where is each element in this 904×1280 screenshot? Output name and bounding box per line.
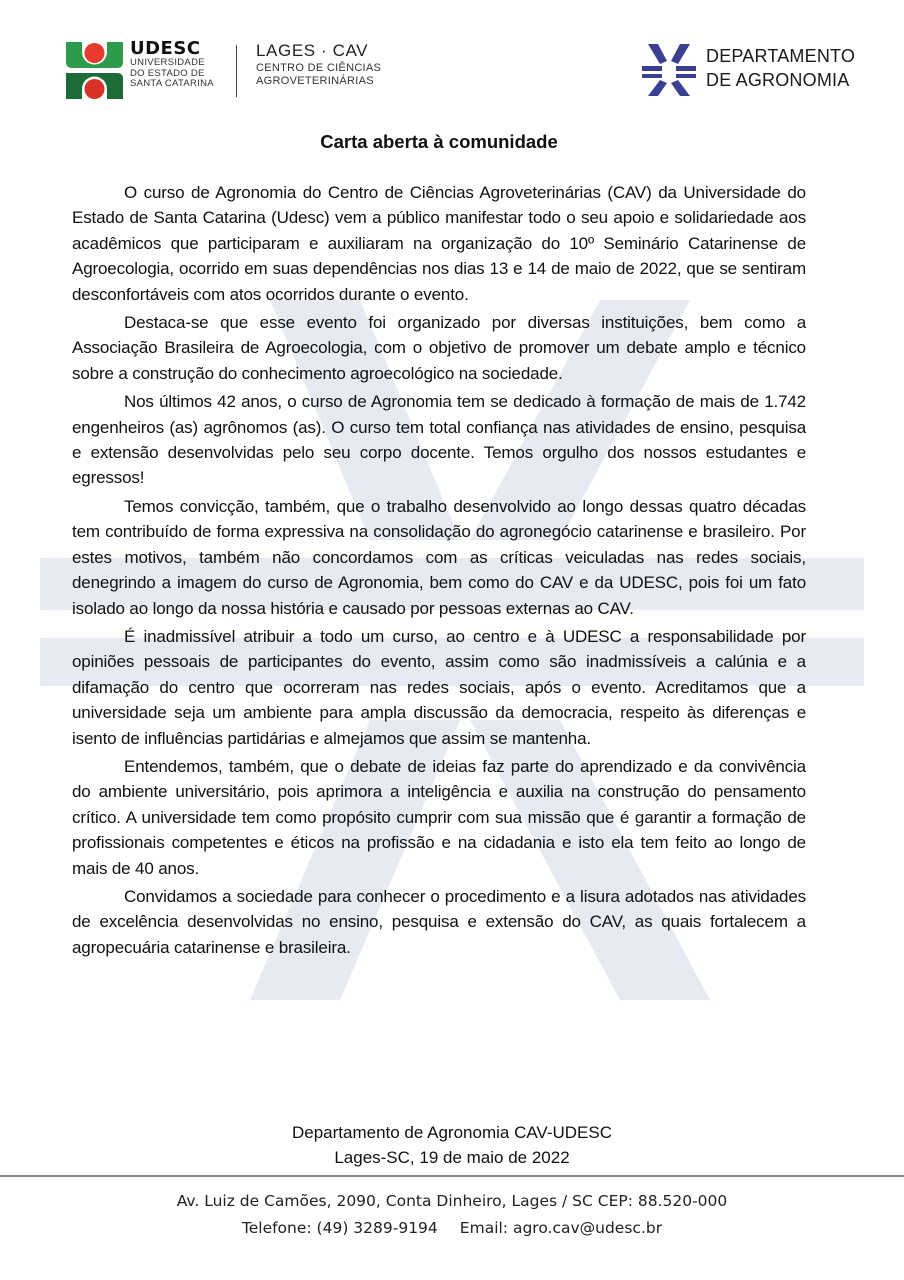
udesc-wordmark xyxy=(130,40,230,90)
cav-wordmark xyxy=(256,40,381,88)
header-divider xyxy=(236,45,237,97)
paragraph: Convidamos a sociedade para conhecer o procedimento e a lisura adotados nas atividades de excelência desenvolvidas no ensino, pesquisa e extensão do CAV, as quais fortalecem a agropecuária catarinense e brasileira. xyxy=(72,886,806,957)
signature-block xyxy=(0,1120,904,1170)
footer-email[interactable]: Email: agro.cav@udesc.br xyxy=(459,1219,663,1237)
paragraph: O curso de Agronomia do Centro de Ciências Agroveterinárias (CAV) da Universidade do Estado de Santa Catarina (Udesc) vem a público manifestar todo o seu apoio e solidariedade aos acadêmicos que participaram e auxiliaram na organização do 10º Seminário Catarinense de Agroecologia, ocorrido em suas dependências nos dias 13 e 14 de maio de 2022, que se sentiram desconfortáveis com atos ocorridos durante o evento. xyxy=(72,183,806,304)
department-emblem-icon xyxy=(640,42,698,98)
department-line: DEPARTAMENTO xyxy=(706,46,856,66)
letter-title: Carta aberta à comunidade xyxy=(320,131,558,152)
udesc-subtitle-line: UNIVERSIDADE xyxy=(130,57,205,68)
footer-contact xyxy=(0,1215,904,1242)
footer-address: Av. Luiz de Camões, 2090, Conta Dinheiro, Lages / SC CEP: 88.520-000 xyxy=(176,1192,728,1210)
udesc-logo-icon xyxy=(66,42,123,99)
department-wordmark xyxy=(706,44,855,92)
paragraph: Destaca-se que esse evento foi organizado por diversas instituições, bem como a Associação Brasileira de Agroecologia, com o objetivo de promover um debate amplo e técnico sobre a construção do conhecimento agroecológico na sociedade. xyxy=(72,313,806,383)
udesc-subtitle-line: DO ESTADO DE xyxy=(130,67,205,79)
signature-department: Departamento de Agronomia CAV-UDESC xyxy=(291,1123,612,1142)
letter-body xyxy=(72,128,806,963)
udesc-subtitle-line: SANTA CATARINA xyxy=(130,78,214,89)
department-line: DE AGRONOMIA xyxy=(706,70,850,90)
cav-subtitle-line: CENTRO DE CIÊNCIAS xyxy=(256,62,382,74)
cav-subtitle-line: AGROVETERINÁRIAS xyxy=(256,75,374,87)
paragraph: É inadmissível atribuir a todo um curso, ao centro e à UDESC a responsabilidade por opiniões pessoais de participantes do evento, assim como são inadmissíveis a calúnia e a difamação do centro que ocorreram nas redes sociais, após o evento. Acreditamos que a universidade seja um ambiente para ampla discussão da democracia, respeito às diferenças e isento de influências partidárias e almejamos que assim se mantenha. xyxy=(72,626,806,748)
signature-place-date: Lages-SC, 19 de maio de 2022 xyxy=(334,1148,570,1167)
cav-title: LAGES · CAV xyxy=(256,41,369,60)
udesc-name: UDESC xyxy=(130,38,201,59)
letterhead xyxy=(0,0,904,110)
paragraph: Entendemos, também, que o debate de ideias faz parte do aprendizado e da convivência do ambiente universitário, pois aprimora a inteligência e auxilia na construção do pensamento crítico. A universidade tem como propósito cumprir com sua missão que é garantir a formação de profissionais competentes e éticos na profissão e na cidadania e isto ela tem feito ao longo de mais de 40 anos. xyxy=(72,756,806,878)
footer-divider xyxy=(0,1175,904,1177)
paragraph: Nos últimos 42 anos, o curso de Agronomia tem se dedicado à formação de mais de 1.742 engenheiros (as) agrônomos (as). O curso tem total confiança nas atividades de ensino, pesquisa e extensão desenvolvidas pelo seu corpo docente. Temos orgulho dos nossos estudantes e egressos! xyxy=(72,392,806,488)
footer-phone: Telefone: (49) 3289-9194 xyxy=(241,1219,438,1237)
paragraph: Temos convicção, também, que o trabalho desenvolvido ao longo dessas quatro décadas tem contribuído de forma expressiva na consolidação do agronegócio catarinense e brasileiro. Por estes motivos, também não concordamos com as críticas veiculadas nas redes sociais, denegrindo a imagem do curso de Agronomia, bem como do CAV e da UDESC, pois foi um fato isolado ao longo da nossa história e causado por pessoas externas ao CAV. xyxy=(72,496,806,618)
footer xyxy=(0,1188,904,1242)
